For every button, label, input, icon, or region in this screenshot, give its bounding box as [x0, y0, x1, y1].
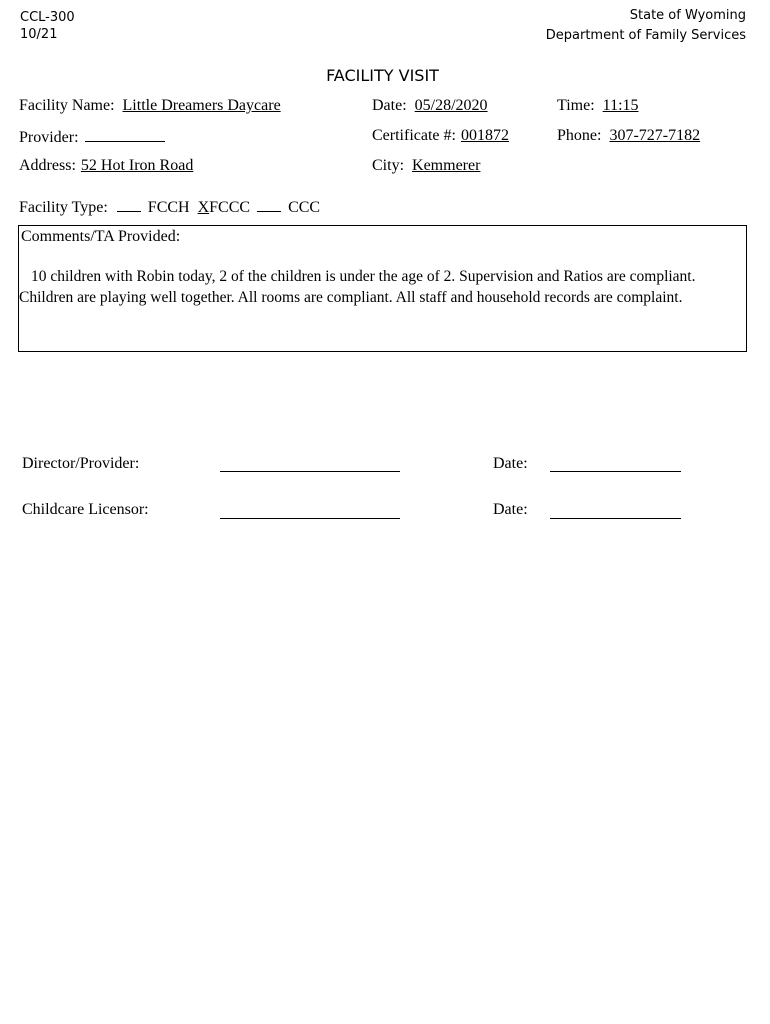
- provider-label: Provider:: [19, 129, 79, 146]
- provider-field: [19, 127, 165, 147]
- director-date-label: Date:: [493, 455, 528, 472]
- facility-type-label: Facility Type:: [19, 199, 108, 216]
- date-field: [372, 97, 488, 115]
- director-signature-line: [220, 470, 400, 472]
- comments-line-1: 10 children with Robin today, 2 of the children is under the age of 2. Supervision and Ratios are compliant.: [31, 268, 696, 285]
- page-title: FACILITY VISIT: [326, 66, 439, 85]
- city-value: Kemmerer: [412, 157, 481, 174]
- phone-label: Phone:: [557, 127, 602, 144]
- time-label: Time:: [557, 97, 595, 114]
- city-field: [372, 157, 480, 175]
- comments-label: Comments/TA Provided:: [21, 228, 181, 245]
- phone-field: [557, 127, 700, 145]
- director-provider-label: Director/Provider:: [22, 455, 140, 472]
- agency-block: [546, 6, 746, 46]
- ccc-option: CCC: [288, 199, 321, 216]
- form-code-block: [20, 9, 75, 43]
- fcch-option: FCCH: [147, 199, 190, 216]
- certificate-label: Certificate #:: [372, 127, 456, 144]
- address-value: 52 Hot Iron Road: [80, 157, 194, 174]
- certificate-field: [372, 127, 509, 145]
- comments-box: [18, 225, 747, 352]
- provider-blank-line: [85, 127, 165, 142]
- facility-name-field: [19, 97, 281, 115]
- fcch-checkbox-line: [117, 197, 141, 212]
- date-label: Date:: [372, 97, 407, 114]
- facility-name-label: Facility Name:: [19, 97, 115, 114]
- state-name: State of Wyoming: [629, 8, 746, 23]
- ccc-checkbox-line: [257, 197, 281, 212]
- licensor-date-label: Date:: [493, 501, 528, 518]
- department-name: Department of Family Services: [545, 28, 746, 43]
- form-code: CCL-300: [20, 10, 75, 25]
- childcare-licensor-label: Childcare Licensor:: [22, 501, 149, 518]
- comments-line-2: Children are playing well together. All rooms are compliant. All staff and household records are complaint.: [19, 289, 683, 306]
- facility-name-value: Little Dreamers Daycare: [122, 97, 281, 114]
- city-label: City:: [372, 157, 405, 174]
- time-field: [557, 97, 639, 115]
- address-field: [19, 157, 193, 175]
- address-label: Address:: [19, 157, 76, 174]
- comments-text: [19, 266, 748, 308]
- licensor-signature-line: [220, 517, 400, 519]
- facility-type-field: [19, 197, 320, 217]
- phone-value: 307-727-7182: [609, 127, 701, 144]
- licensor-date-line: [550, 517, 681, 519]
- time-value: 11:15: [602, 97, 639, 114]
- fccc-checkmark: X: [197, 199, 210, 216]
- date-value: 05/28/2020: [414, 97, 488, 114]
- certificate-value: 001872: [460, 127, 509, 144]
- fccc-option: FCCC: [209, 199, 251, 216]
- form-revision-date: 10/21: [20, 27, 58, 42]
- director-date-line: [550, 470, 681, 472]
